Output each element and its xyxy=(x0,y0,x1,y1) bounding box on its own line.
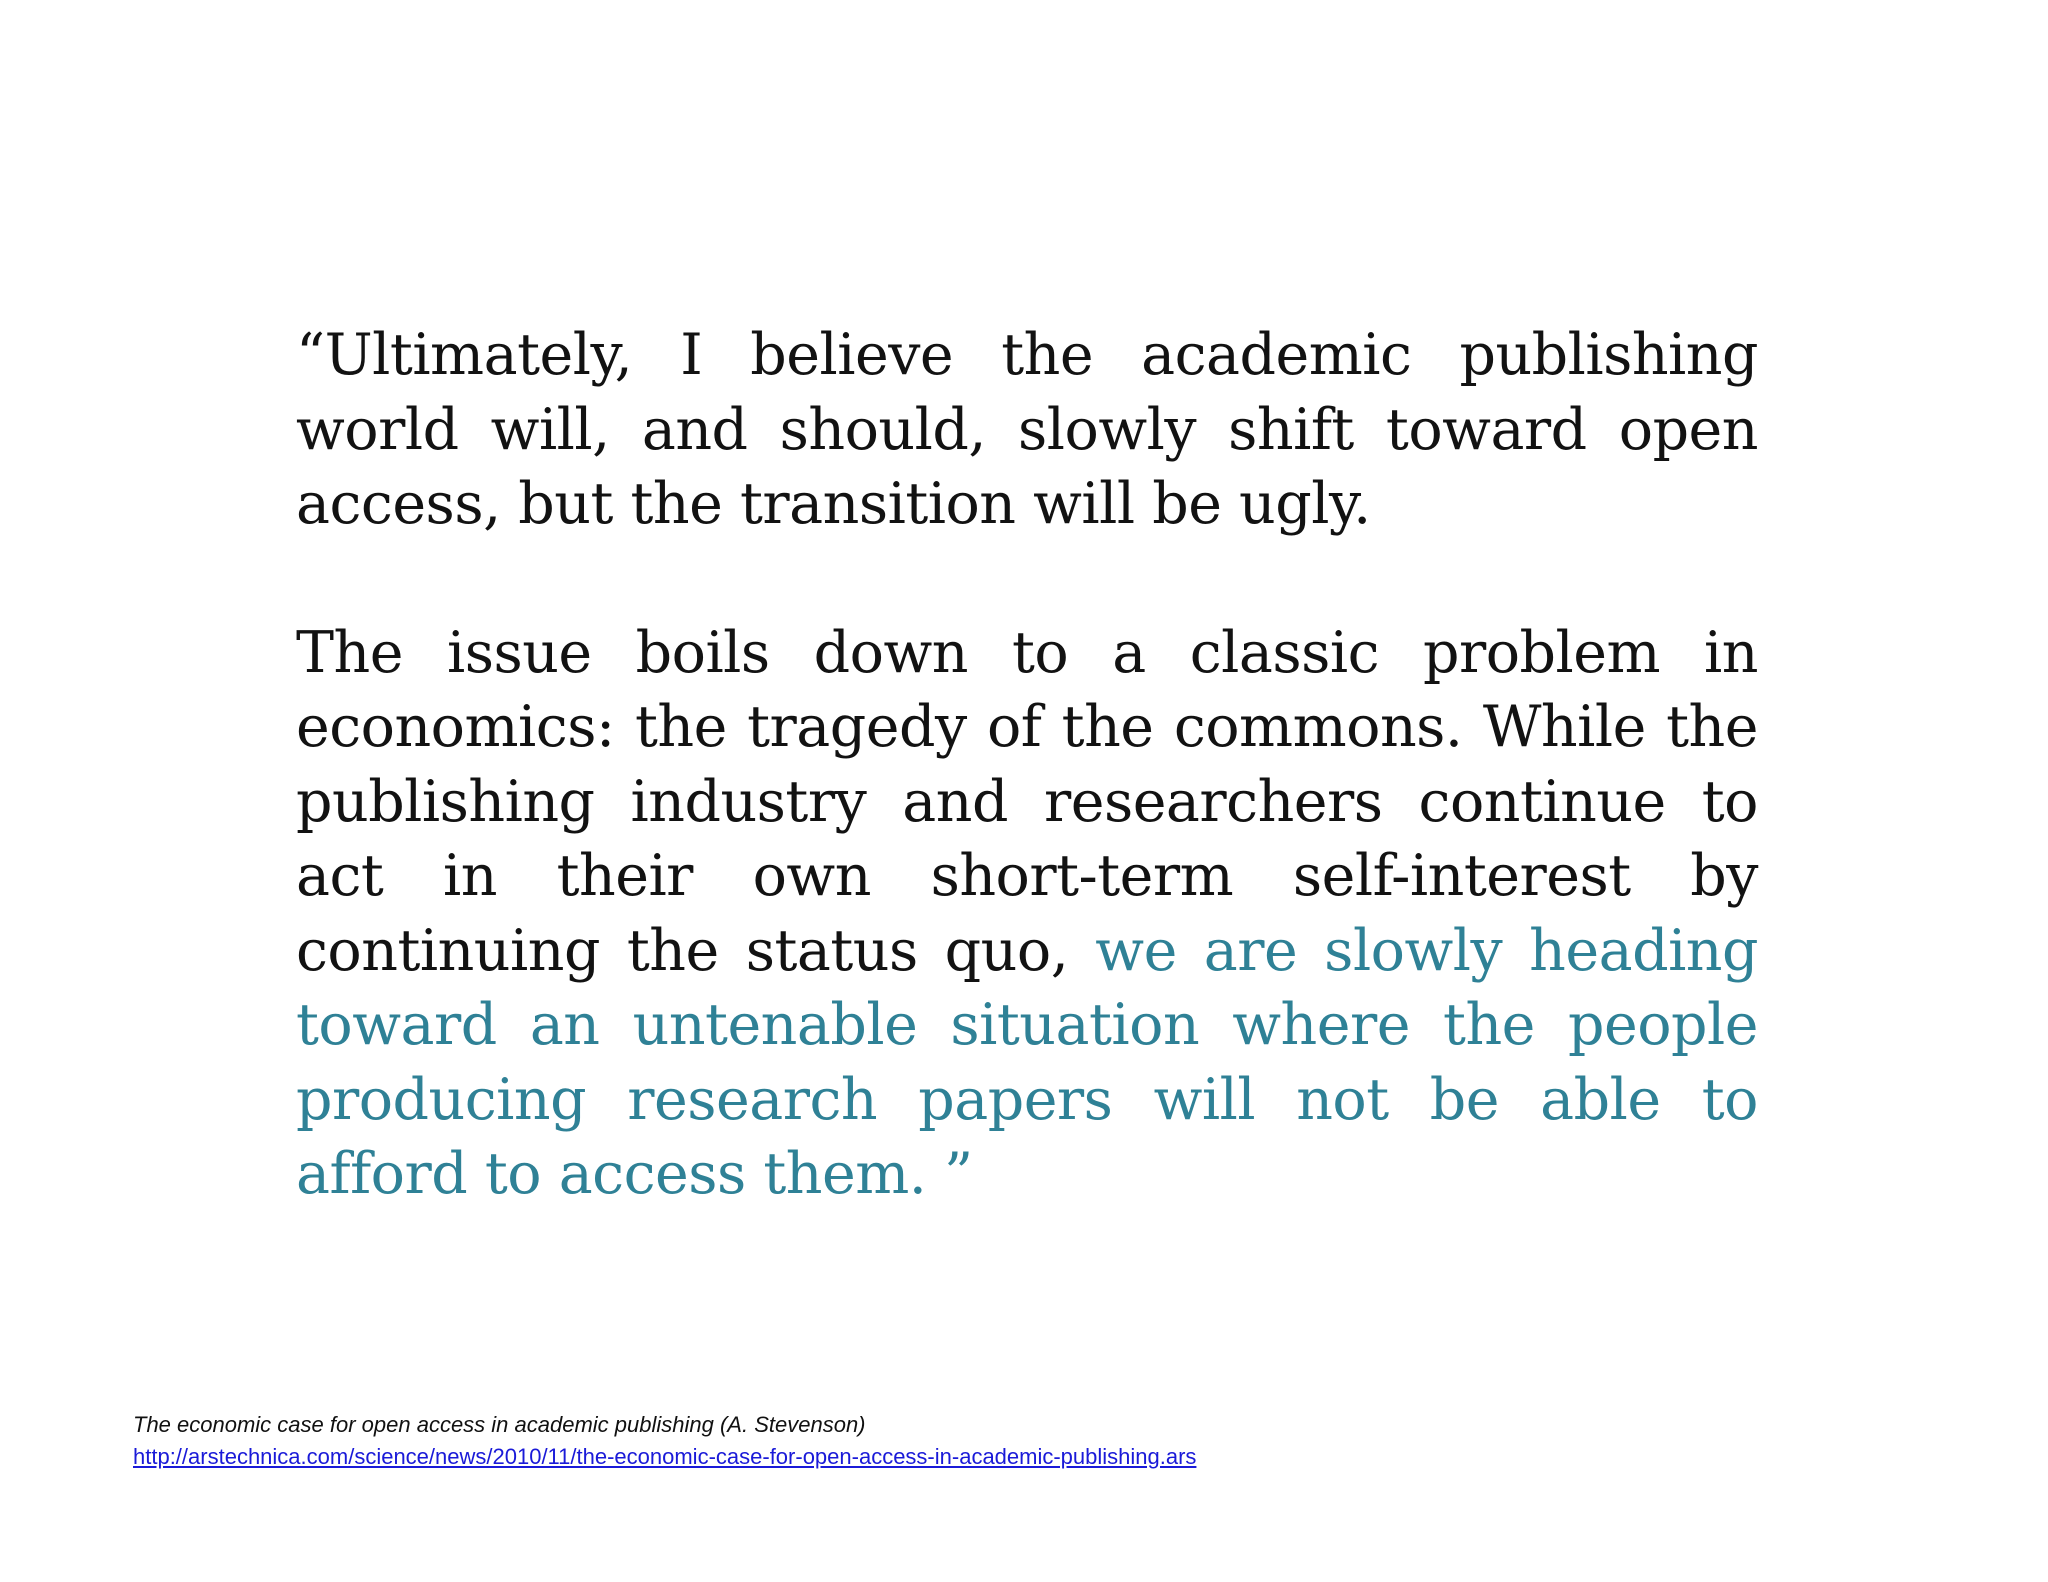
quote-highlight: we are slowly heading toward an untenable situation where the people producing research papers will not be able to afford to access them. ” xyxy=(296,917,1759,1207)
quote-paragraph-2-text: The issue boils down to a classic problem in economics: the tragedy of the commons. While the publishing industry and researchers continue to act in their own short-term self-interest by continuing the status quo, xyxy=(296,619,1758,984)
quote-block xyxy=(296,318,1758,1212)
quote-paragraph-2 xyxy=(296,616,1758,1212)
citation-title: The economic case for open access in academic publishing (A. Stevenson) xyxy=(133,1412,866,1437)
citation-link[interactable]: http://arstechnica.com/science/news/2010/11/the-economic-case-for-open-access-in-academic-publishing.ars xyxy=(133,1444,1197,1469)
citation xyxy=(133,1409,1196,1473)
quote-paragraph-1: “Ultimately, I believe the academic publishing world will, and should, slowly shift toward open access, but the transition will be ugly. xyxy=(296,322,1758,537)
